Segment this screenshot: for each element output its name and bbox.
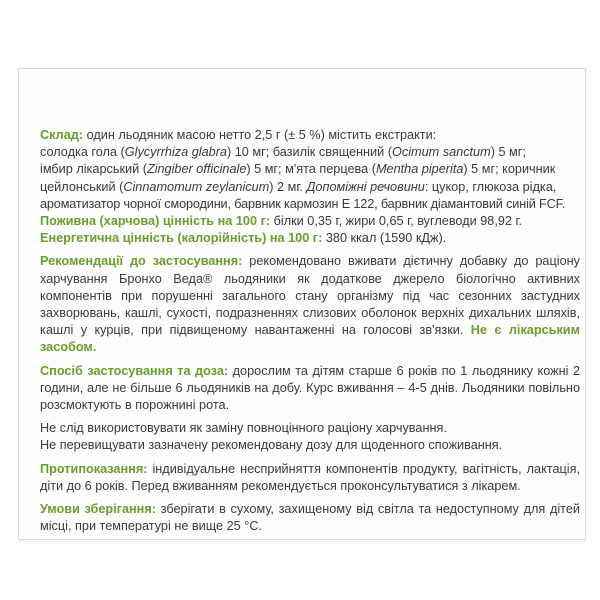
contraindications-heading: Протипоказання:: [40, 461, 148, 476]
composition-text: ) 5 мг;: [490, 145, 526, 160]
composition-block: [40, 127, 580, 213]
composition-text: солодка гола (: [40, 145, 125, 160]
contraindications-block: [40, 461, 580, 495]
composition-text: імбир лікарський (: [40, 162, 147, 177]
recommendations-heading: Рекомендації до застосування:: [40, 254, 243, 269]
warning-line-2: Не перевищувати зазначену рекомендовану дозу для щоденного споживання.: [40, 438, 503, 453]
contraindications-text: індивідуальне несприйняття компонентів продукту, вагітність, лактація, діти до 6 років. Перед вживанням рекомендується проконсультуватися з лікарем.: [40, 461, 580, 493]
nutrition-block: [40, 213, 580, 230]
storage-heading: Умови зберігання:: [40, 502, 156, 517]
recommendations-block: [40, 253, 580, 356]
composition-text: ) 5 мг; коричник: [463, 162, 556, 177]
warning-line-1: Не слід використовувати як заміну повноцінного раціону харчування.: [40, 421, 447, 436]
latin-name: Ocimum sanctum: [391, 145, 491, 160]
energy-text: 380 ккал (1590 кДж).: [322, 231, 447, 246]
composition-text: ароматизатор чорної смородини, барвник кармозин Е 122, барвник діамантовий синій FCF.: [40, 196, 566, 211]
latin-name: Glycyrrhiza glabra: [124, 145, 227, 160]
composition-text: : цукор, глюкоза рідка,: [424, 179, 557, 194]
label-text-block: [40, 127, 580, 535]
energy-heading: Енергетична цінність (калорійність) на 100 г:: [40, 231, 323, 246]
dosage-block: [40, 363, 580, 415]
not-medicine-note: Не є лікарським засобом.: [40, 323, 580, 355]
nutrition-heading: Поживна (харчова) цінність на 100 г:: [40, 214, 271, 229]
auxiliary-label: Допоміжні речовини: [306, 179, 425, 194]
composition-text: ) 5 мг; м'ята перцева (: [246, 162, 376, 177]
composition-text: цейлонський (: [40, 179, 124, 194]
storage-block: [40, 501, 580, 535]
composition-heading: Склад:: [40, 128, 84, 142]
dosage-heading: Спосіб застосування та доза:: [40, 363, 229, 378]
composition-intro: один льодяник масою нетто 2,5 г (± 5 %) містить екстракти:: [83, 128, 437, 142]
recommendations-text: рекомендовано вживати дієтичну добавку до раціону харчування Бронхо Веда® льодяники як додаткове джерело біологічно активних компонентів при порушенні загального стану організму під час сезонних застудних захворювань, кашлі, сухості, подразненнях слизових оболонок верхніх дихальних шляхів, кашлі у курців, при підвищеному навантаженні на голосові зв'язки.: [40, 254, 580, 338]
nutrition-text: білки 0,35 г, жири 0,65 г, вуглеводи 98,92 г.: [270, 214, 523, 229]
composition-text: ) 10 мг; базилік священний (: [227, 145, 392, 160]
energy-block: [40, 230, 580, 247]
storage-text: зберігати в сухому, захищеному від світла та недоступному для дітей місці, при температурі не вище 25 °С.: [40, 502, 580, 534]
composition-text: ) 2 мг.: [269, 179, 307, 194]
latin-name: Zingiber officinale: [146, 162, 247, 177]
latin-name: Mentha piperita: [375, 162, 464, 177]
dosage-text: дорослим та дітям старше 6 років по 1 льодянику кожні 2 години, але не більше 6 льодяників на добу. Курс вживання – 4-5 днів. Льодяники повільно розсмоктують в порожнині рота.: [40, 363, 581, 413]
latin-name: Cinnamomum zeylanicum: [123, 179, 270, 194]
